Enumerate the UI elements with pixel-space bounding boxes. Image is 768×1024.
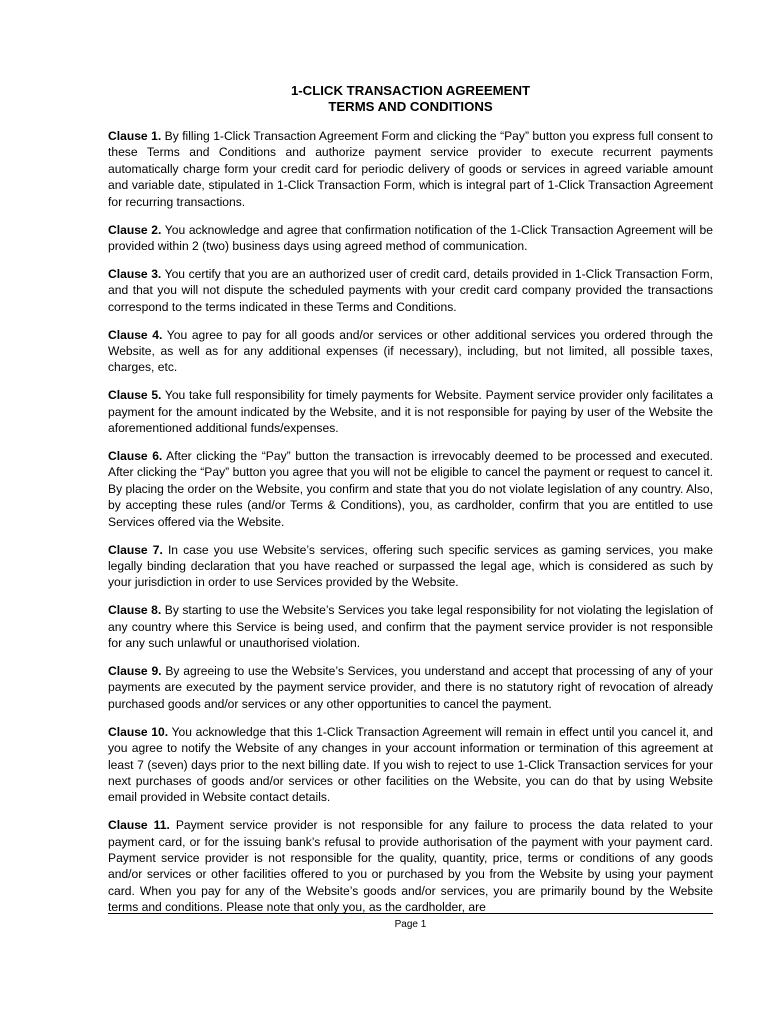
clause-label: Clause 5.	[108, 388, 162, 403]
clause-label: Clause 3.	[108, 266, 162, 281]
clause-7	[108, 542, 713, 591]
clause-label: Clause 11.	[108, 818, 170, 833]
clause-text: After clicking the “Pay” button the transaction is irrevocably deemed to be processed and executed. After clicking the “Pay” button you agree that you will not be eligible to cancel the payment or request to cancel it. By placing the order on the Website, you confirm and state that you do not violate legislation of any country. Also, by accepting these rules (and/or Terms & Conditions), you, as cardholder, confirm that you are entitled to use Services offered via the Website.	[108, 449, 713, 529]
page-number: Page 1	[394, 919, 427, 930]
footer-divider	[108, 913, 713, 914]
title-line-2: TERMS AND CONDITIONS	[328, 99, 493, 114]
clause-9	[108, 663, 713, 712]
clause-text: You acknowledge and agree that confirmation notification of the 1-Click Transaction Agreement will be provided within 2 (two) business days using agreed method of communication.	[108, 222, 713, 253]
clause-6	[108, 448, 713, 530]
clause-text: By agreeing to use the Website’s Services, you understand and accept that processing of any of your payments are executed by the payment service provider, and there is no statutory right of revocation of already purchased goods and/or services or any other opportunities to cancel the payment.	[108, 663, 713, 711]
clause-text: In case you use Website’s services, offering such specific services as gaming services, you make legally binding declaration that you have reached or surpassed the legal age, which is considered as such by your jurisdiction in order to use Services provided by the Website.	[108, 542, 714, 590]
clause-text: You agree to pay for all goods and/or services or other additional services you ordered through the Website, as well as for any additional expenses (if necessary), including, but not limited, all possible taxes, charges, etc.	[108, 327, 713, 375]
document-title	[108, 83, 713, 115]
clause-3	[108, 266, 713, 315]
clause-label: Clause 8.	[108, 603, 162, 618]
clause-text: You acknowledge that this 1-Click Transaction Agreement will remain in effect until you cancel it, and you agree to notify the Website of any changes in your account information or termination of this agreement at least 7 (seven) days prior to the next billing date. If you wish to reject to use 1-Click Transaction services for your next purchases of goods and/or services or other facilities on the Website, you can do that by using Website email provided in Website contact details.	[108, 724, 713, 805]
clause-5	[108, 387, 713, 436]
clause-text: By starting to use the Website’s Services you take legal responsibility for not violating the legislation of any country where this Service is being used, and confirm that the payment service provider is not responsible for any such unlawful or unauthorised violation.	[108, 603, 713, 651]
clause-text: Payment service provider is not responsible for any failure to process the data related to your payment card, or for the issuing bank’s refusal to provide authorisation of the payment with your payment card. Payment service provider is not responsible for the quality, quantity, price, terms or conditions of any goods and/or services or other facilities offered to you or purchased by you from the Website by using your payment card. When you pay for any of the Website’s goods and/or services, you are primarily bound by the Website terms and conditions. Please note that only you, as the cardholder, are	[108, 818, 713, 915]
clause-text: By filling 1-Click Transaction Agreement Form and clicking the “Pay” button you express full consent to these Terms and Conditions and authorize payment service provider to execute recurrent payments automatically charge form your credit card for periodic delivery of goods or services in agreed variable amount and variable date, stipulated in 1-Click Transaction Form, which is integral part of 1-Click Transaction Agreement for recurring transactions.	[108, 129, 713, 209]
clause-11	[108, 817, 713, 915]
clause-label: Clause 7.	[108, 542, 163, 557]
clause-label: Clause 1.	[108, 129, 162, 143]
title-line-1: 1-CLICK TRANSACTION AGREEMENT	[290, 83, 531, 98]
clause-label: Clause 4.	[108, 327, 163, 342]
clause-label: Clause 6.	[108, 449, 163, 463]
document-body	[108, 128, 713, 927]
clause-8	[108, 602, 713, 651]
clause-1	[108, 128, 713, 210]
clause-label: Clause 2.	[108, 222, 162, 237]
clause-text: You certify that you are an authorized user of credit card, details provided in 1-Click Transaction Form, and that you will not dispute the scheduled payments with your credit card company provided the transactions correspond to the terms indicated in these Terms and Conditions.	[108, 266, 713, 314]
clause-4	[108, 327, 713, 376]
clause-label: Clause 9.	[108, 663, 162, 678]
clause-text: You take full responsibility for timely payments for Website. Payment service provider only facilitates a payment for the amount indicated by the Website, and it is not responsible for paying by user of the Website the aforementioned additional funds/expenses.	[108, 388, 713, 436]
clause-label: Clause 10.	[108, 724, 169, 739]
clause-10	[108, 724, 713, 806]
clause-2	[108, 222, 713, 255]
